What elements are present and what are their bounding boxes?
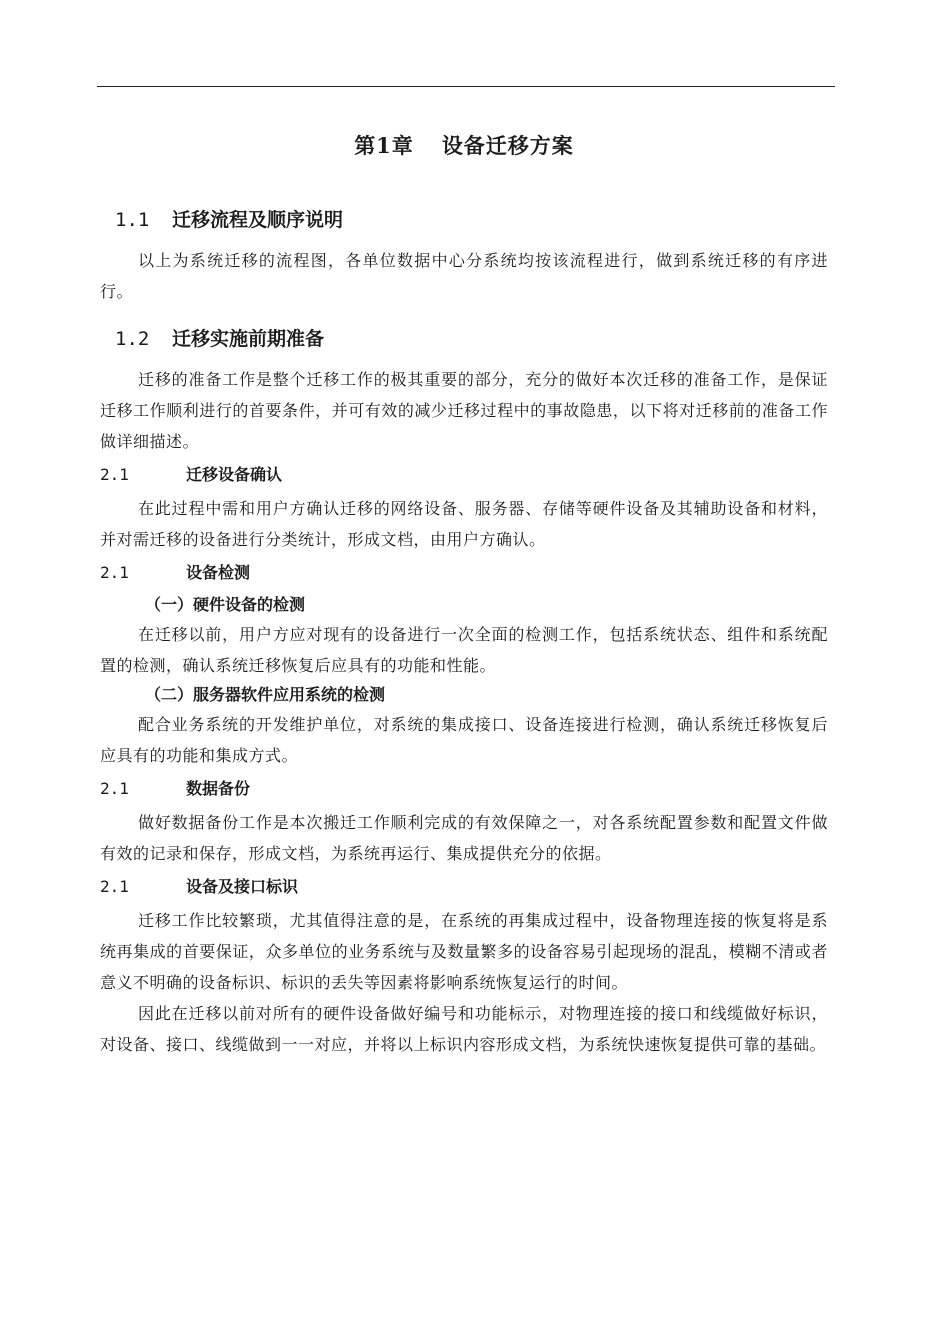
sub-heading-software-test: （二）服务器软件应用系统的检测 [145, 685, 386, 704]
header-rule [97, 86, 835, 87]
paragraph: 因此在迁移以前对所有的硬件设备做好编号和功能标示，对物理连接的接口和线缆做好标识，对设备、接口、线缆做到一一对应，并将以上标识内容形成文档，为系统快速恢复提供可靠的基础。 [100, 1004, 828, 1054]
subsection-number: 2.1 [100, 779, 129, 798]
section-title: 迁移流程及顺序说明 [172, 209, 344, 231]
chapter-title [100, 128, 828, 164]
subsection-title: 设备及接口标识 [186, 877, 299, 896]
paragraph: 做好数据备份工作是本次搬迁工作顺利完成的有效保障之一，对各系统配置参数和配置文件做有效的记录和保存，形成文档，为系统再运行、集成提供充分的依据。 [100, 813, 828, 863]
subsection-title: 设备检测 [186, 563, 251, 582]
section-title: 迁移实施前期准备 [172, 328, 325, 350]
document-body [100, 128, 828, 1060]
paragraph: 在迁移以前，用户方应对现有的设备进行一次全面的检测工作，包括系统状态、组件和系统配置的检测，确认系统迁移恢复后应具有的功能和性能。 [100, 625, 828, 675]
subsection-heading-equipment-test [100, 559, 828, 587]
section-heading-1-1 [115, 205, 828, 235]
section-number: 1.1 [115, 209, 150, 231]
chapter-number: 第1章 [354, 133, 414, 158]
subsection-number: 2.1 [100, 465, 129, 484]
chapter-title-text: 设备迁移方案 [441, 133, 574, 158]
section-heading-1-2 [115, 324, 828, 354]
section-number: 1.2 [115, 328, 150, 350]
paragraph: 迁移工作比较繁琐，尤其值得注意的是，在系统的再集成过程中，设备物理连接的恢复将是系统再集成的首要保证，众多单位的业务系统与及数量繁多的设备容易引起现场的混乱，模糊不清或者意义不明确的设备标识、标识的丢失等因素将影响系统恢复运行的时间。 [100, 911, 828, 992]
subsection-title: 迁移设备确认 [186, 465, 283, 484]
paragraph: 配合业务系统的开发维护单位，对系统的集成接口、设备连接进行检测，确认系统迁移恢复后应具有的功能和集成方式。 [100, 715, 828, 765]
subsection-heading-labeling [100, 873, 828, 901]
sub-heading-hardware-test: （一）硬件设备的检测 [145, 595, 306, 614]
subsection-number: 2.1 [100, 877, 129, 896]
subsection-title: 数据备份 [186, 779, 251, 798]
subsection-heading-data-backup [100, 775, 828, 803]
paragraph: 在此过程中需和用户方确认迁移的网络设备、服务器、存储等硬件设备及其辅助设备和材料，并对需迁移的设备进行分类统计，形成文档，由用户方确认。 [100, 499, 828, 549]
paragraph: 迁移的准备工作是整个迁移工作的极其重要的部分，充分的做好本次迁移的准备工作，是保证迁移工作顺利进行的首要条件，并可有效的减少迁移过程中的事故隐患，以下将对迁移前的准备工作做详细描述。 [100, 370, 828, 451]
subsection-heading-equipment-confirm [100, 461, 828, 489]
subsection-number: 2.1 [100, 563, 129, 582]
paragraph: 以上为系统迁移的流程图，各单位数据中心分系统均按该流程进行，做到系统迁移的有序进行。 [100, 251, 828, 301]
